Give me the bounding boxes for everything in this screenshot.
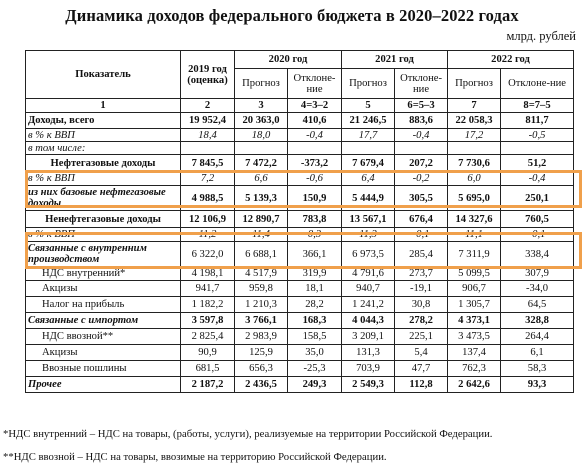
cell-value: 273,7 xyxy=(395,267,448,281)
header-forecast-2021: Прогноз xyxy=(342,69,395,99)
cell-value: 4 791,6 xyxy=(342,267,395,281)
budget-table xyxy=(25,50,574,393)
cell-value: 305,5 xyxy=(395,186,448,211)
cell-value: 7 679,4 xyxy=(342,155,395,172)
header-indicator: Показатель xyxy=(26,51,181,99)
cell-value: 1 241,2 xyxy=(342,297,395,313)
cell-value: 14 327,6 xyxy=(448,211,501,228)
cell-value: 5 444,9 xyxy=(342,186,395,211)
cell-value: 1 182,2 xyxy=(181,297,235,313)
cell-value: 328,8 xyxy=(501,313,574,329)
col-number-5: 5 xyxy=(342,99,395,113)
row-label: Доходы, всего xyxy=(26,113,181,129)
cell-value: 3 473,5 xyxy=(448,329,501,345)
cell-value xyxy=(288,142,342,155)
cell-value: -0,1 xyxy=(395,228,448,242)
table-row xyxy=(26,172,574,186)
cell-value: 6 688,1 xyxy=(235,242,288,267)
cell-value: 250,1 xyxy=(501,186,574,211)
cell-value: 22 058,3 xyxy=(448,113,501,129)
cell-value: 47,7 xyxy=(395,361,448,377)
row-label: НДС внутренний* xyxy=(26,267,181,281)
cell-value: 7 730,6 xyxy=(448,155,501,172)
cell-value: 19 952,4 xyxy=(181,113,235,129)
cell-value: -25,3 xyxy=(288,361,342,377)
cell-value: 6 322,0 xyxy=(181,242,235,267)
cell-value: -0,4 xyxy=(288,129,342,142)
cell-value: -0,4 xyxy=(395,129,448,142)
cell-value: -0,1 xyxy=(501,228,574,242)
table-row xyxy=(26,228,574,242)
footnote-import-vat: **НДС ввозной – НДС на товары, ввозимые на территорию Российской Федерации. xyxy=(3,451,387,463)
cell-value: 11,3 xyxy=(342,228,395,242)
cell-value: 366,1 xyxy=(288,242,342,267)
cell-value: 264,4 xyxy=(501,329,574,345)
cell-value: 13 567,1 xyxy=(342,211,395,228)
cell-value: 150,9 xyxy=(288,186,342,211)
cell-value: 6,4 xyxy=(342,172,395,186)
cell-value: 941,7 xyxy=(181,281,235,297)
cell-value: 7 472,2 xyxy=(235,155,288,172)
cell-value: 3 597,8 xyxy=(181,313,235,329)
cell-value: 35,0 xyxy=(288,345,342,361)
cell-value: 703,9 xyxy=(342,361,395,377)
cell-value xyxy=(181,142,235,155)
cell-value: 4 988,5 xyxy=(181,186,235,211)
cell-value: 2 642,6 xyxy=(448,377,501,393)
cell-value: 3 766,1 xyxy=(235,313,288,329)
cell-value: 940,7 xyxy=(342,281,395,297)
row-label: в том числе: xyxy=(26,142,181,155)
row-label: Связанные с импортом xyxy=(26,313,181,329)
header-2022: 2022 год xyxy=(448,51,574,69)
table-row xyxy=(26,377,574,393)
header-2020: 2020 год xyxy=(235,51,342,69)
header-deviation-2020: Отклоне-ние xyxy=(288,69,342,99)
cell-value: 410,6 xyxy=(288,113,342,129)
header-forecast-2020: Прогноз xyxy=(235,69,288,99)
cell-value: 5 695,0 xyxy=(448,186,501,211)
cell-value: 12 106,9 xyxy=(181,211,235,228)
table-row xyxy=(26,297,574,313)
table-row xyxy=(26,155,574,172)
cell-value: 21 246,5 xyxy=(342,113,395,129)
cell-value: 112,8 xyxy=(395,377,448,393)
table-row xyxy=(26,281,574,297)
cell-value: 2 825,4 xyxy=(181,329,235,345)
cell-value: 51,2 xyxy=(501,155,574,172)
cell-value: 20 363,0 xyxy=(235,113,288,129)
col-number-2: 2 xyxy=(181,99,235,113)
cell-value: -19,1 xyxy=(395,281,448,297)
cell-value: 319,9 xyxy=(288,267,342,281)
cell-value xyxy=(395,142,448,155)
table-row xyxy=(26,345,574,361)
row-label: Связанные с внутренним производством xyxy=(26,242,181,267)
cell-value: -0,2 xyxy=(395,172,448,186)
cell-value: 6,6 xyxy=(235,172,288,186)
cell-value: 5 099,5 xyxy=(448,267,501,281)
cell-value: 959,8 xyxy=(235,281,288,297)
cell-value: -34,0 xyxy=(501,281,574,297)
row-label: Прочее xyxy=(26,377,181,393)
cell-value: 1 210,3 xyxy=(235,297,288,313)
cell-value: 28,2 xyxy=(288,297,342,313)
cell-value: 338,4 xyxy=(501,242,574,267)
cell-value: 11,4 xyxy=(235,228,288,242)
header-row-years xyxy=(26,51,574,69)
cell-value: 4 198,1 xyxy=(181,267,235,281)
row-label: в % к ВВП xyxy=(26,172,181,186)
cell-value xyxy=(235,142,288,155)
cell-value: 1 305,7 xyxy=(448,297,501,313)
cell-value: -373,2 xyxy=(288,155,342,172)
col-number-3: 3 xyxy=(235,99,288,113)
cell-value: 125,9 xyxy=(235,345,288,361)
cell-value: 3 209,1 xyxy=(342,329,395,345)
cell-value xyxy=(342,142,395,155)
cell-value: 168,3 xyxy=(288,313,342,329)
cell-value: 5 139,3 xyxy=(235,186,288,211)
cell-value: 207,2 xyxy=(395,155,448,172)
document-title: Динамика доходов федерального бюджета в 2020–2022 годах xyxy=(65,6,519,25)
row-label: Акцизы xyxy=(26,281,181,297)
cell-value: 2 983,9 xyxy=(235,329,288,345)
table-row xyxy=(26,267,574,281)
row-label: Ненефтегазовые доходы xyxy=(26,211,181,228)
cell-value: 278,2 xyxy=(395,313,448,329)
table-row xyxy=(26,361,574,377)
header-deviation-2021: Отклоне-ние xyxy=(395,69,448,99)
table-row xyxy=(26,313,574,329)
row-label: из них базовые нефтегазовые доходы xyxy=(26,186,181,211)
cell-value: 18,4 xyxy=(181,129,235,142)
cell-value: 64,5 xyxy=(501,297,574,313)
column-numbers-row xyxy=(26,99,574,113)
row-label: Ввозные пошлины xyxy=(26,361,181,377)
row-label: в % к ВВП xyxy=(26,228,181,242)
units-label: млрд. рублей xyxy=(506,29,576,43)
table-row xyxy=(26,186,574,211)
cell-value xyxy=(448,142,501,155)
col-number-1: 1 xyxy=(26,99,181,113)
cell-value: 307,9 xyxy=(501,267,574,281)
cell-value: 906,7 xyxy=(448,281,501,297)
cell-value: 6,0 xyxy=(448,172,501,186)
cell-value: 4 517,9 xyxy=(235,267,288,281)
cell-value: 17,7 xyxy=(342,129,395,142)
cell-value: 6 973,5 xyxy=(342,242,395,267)
cell-value: 18,1 xyxy=(288,281,342,297)
header-2019: 2019 год (оценка) xyxy=(181,51,235,99)
cell-value: 4 044,3 xyxy=(342,313,395,329)
cell-value: 18,0 xyxy=(235,129,288,142)
table-row xyxy=(26,129,574,142)
col-number-8: 8=7–5 xyxy=(501,99,574,113)
cell-value xyxy=(501,142,574,155)
cell-value: 4 373,1 xyxy=(448,313,501,329)
cell-value: 883,6 xyxy=(395,113,448,129)
row-label: НДС ввозной** xyxy=(26,329,181,345)
header-deviation-2022: Отклоне-ние xyxy=(501,69,574,99)
cell-value: 783,8 xyxy=(288,211,342,228)
cell-value: 0,3 xyxy=(288,228,342,242)
cell-value: -0,4 xyxy=(501,172,574,186)
cell-value: 93,3 xyxy=(501,377,574,393)
cell-value: 225,1 xyxy=(395,329,448,345)
cell-value: 2 549,3 xyxy=(342,377,395,393)
cell-value: 30,8 xyxy=(395,297,448,313)
cell-value: 131,3 xyxy=(342,345,395,361)
cell-value: 681,5 xyxy=(181,361,235,377)
cell-value: 158,5 xyxy=(288,329,342,345)
cell-value: 11,1 xyxy=(448,228,501,242)
cell-value: 7,2 xyxy=(181,172,235,186)
col-number-7: 7 xyxy=(448,99,501,113)
cell-value: 2 187,2 xyxy=(181,377,235,393)
col-number-4: 4=3–2 xyxy=(288,99,342,113)
cell-value: -0,5 xyxy=(501,129,574,142)
col-number-6: 6=5–3 xyxy=(395,99,448,113)
cell-value: 137,4 xyxy=(448,345,501,361)
cell-value: 58,3 xyxy=(501,361,574,377)
table-row xyxy=(26,211,574,228)
cell-value: 762,3 xyxy=(448,361,501,377)
cell-value: 285,4 xyxy=(395,242,448,267)
row-label: Налог на прибыль xyxy=(26,297,181,313)
table-row xyxy=(26,113,574,129)
cell-value: 656,3 xyxy=(235,361,288,377)
table-body xyxy=(26,113,574,393)
header-2021: 2021 год xyxy=(342,51,448,69)
cell-value: 760,5 xyxy=(501,211,574,228)
header-forecast-2022: Прогноз xyxy=(448,69,501,99)
cell-value: 12 890,7 xyxy=(235,211,288,228)
cell-value: 2 436,5 xyxy=(235,377,288,393)
row-label: Нефтегазовые доходы xyxy=(26,155,181,172)
cell-value: -0,6 xyxy=(288,172,342,186)
row-label: Акцизы xyxy=(26,345,181,361)
cell-value: 90,9 xyxy=(181,345,235,361)
row-label: в % к ВВП xyxy=(26,129,181,142)
cell-value: 17,2 xyxy=(448,129,501,142)
table-row xyxy=(26,329,574,345)
cell-value: 5,4 xyxy=(395,345,448,361)
cell-value: 811,7 xyxy=(501,113,574,129)
cell-value: 249,3 xyxy=(288,377,342,393)
table-row xyxy=(26,242,574,267)
footnote-domestic-vat: *НДС внутренний – НДС на товары, (работы, услуги), реализуемые на территории Российской Федерации. xyxy=(3,428,493,440)
cell-value: 11,2 xyxy=(181,228,235,242)
cell-value: 676,4 xyxy=(395,211,448,228)
table-row xyxy=(26,142,574,155)
cell-value: 7 311,9 xyxy=(448,242,501,267)
cell-value: 7 845,5 xyxy=(181,155,235,172)
cell-value: 6,1 xyxy=(501,345,574,361)
